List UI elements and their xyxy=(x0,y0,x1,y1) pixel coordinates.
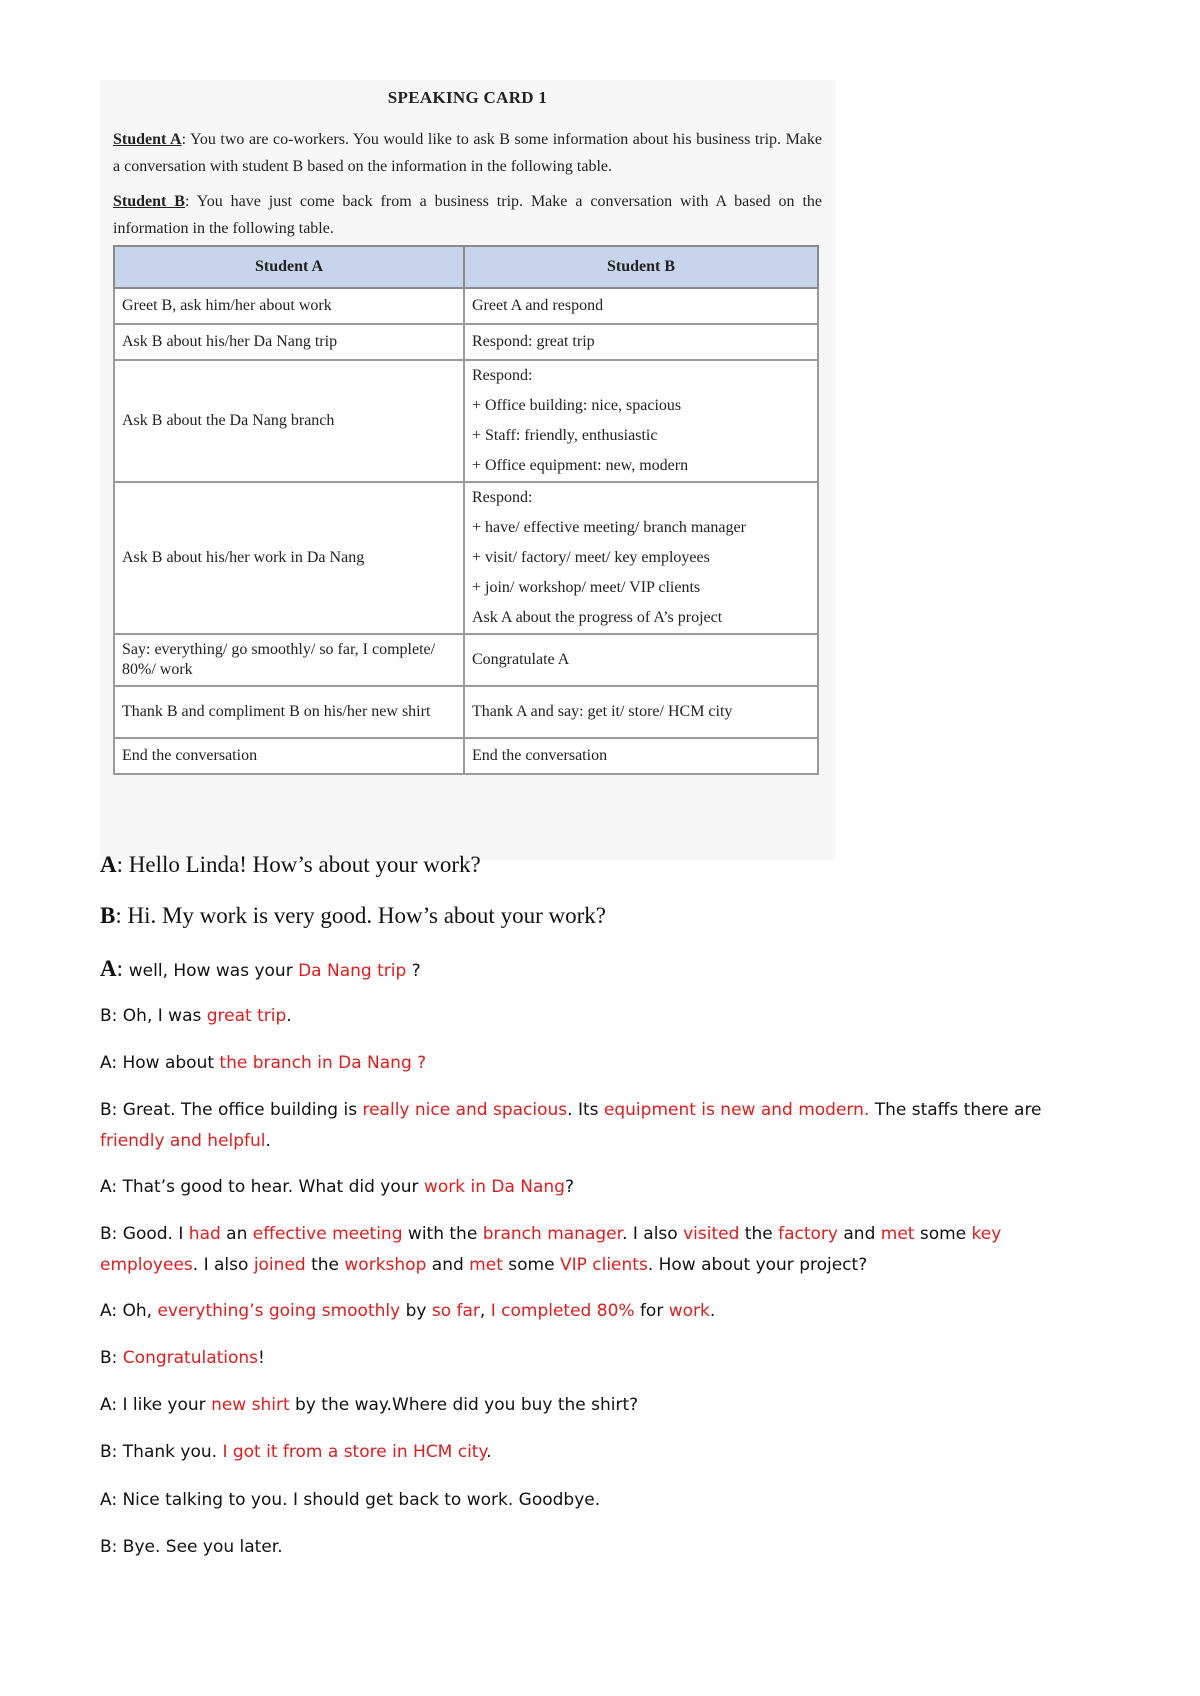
dialogue-line xyxy=(100,953,1080,987)
cell-line: Congratulate A xyxy=(472,651,570,668)
cell-student-a: Say: everything/ go smoothly/ so far, I complete/ 80%/ work xyxy=(114,634,464,686)
table-row xyxy=(114,482,818,634)
cell-line: Ask A about the progress of A’s project xyxy=(472,609,723,626)
highlighted-text: met xyxy=(469,1255,503,1275)
highlighted-text: met xyxy=(880,1224,915,1244)
highlighted-text: new shirt xyxy=(211,1395,290,1415)
dialogue-text: and xyxy=(837,1224,881,1244)
dialogue-line xyxy=(100,1343,1080,1374)
header-student-b: Student B xyxy=(464,246,818,288)
highlighted-text: branch manager xyxy=(482,1224,623,1244)
dialogue-line xyxy=(100,1001,1080,1032)
speaker-label: A xyxy=(100,956,117,981)
dialogue-line xyxy=(100,1048,1080,1079)
dialogue-line xyxy=(100,850,1080,880)
cell-student-b xyxy=(464,686,818,738)
table-row xyxy=(114,738,818,774)
highlighted-text: work xyxy=(668,1301,710,1321)
dialogue-text: B: Great. The office building is xyxy=(100,1100,363,1120)
dialogue-text: . xyxy=(486,1442,492,1462)
cell-line: End the conversation xyxy=(472,747,608,764)
dialogue-text: : xyxy=(116,956,129,981)
dialogue-text: and xyxy=(426,1255,470,1275)
dialogue-text: the xyxy=(739,1224,779,1244)
student-a-label: Student A xyxy=(113,131,182,148)
dialogue-text: B: Thank you. xyxy=(100,1442,223,1462)
dialogue-text: the xyxy=(305,1255,345,1275)
dialogue-text: : Hi. My work is very good. How’s about your work? xyxy=(115,903,606,928)
student-b-label: Student B xyxy=(113,193,185,210)
role-table xyxy=(113,245,819,775)
dialogue-text: B: Bye. See you later. xyxy=(100,1537,283,1557)
dialogue-text: ? xyxy=(564,1177,575,1197)
dialogue-text: A: Oh, xyxy=(100,1301,158,1321)
dialogue-line xyxy=(100,1390,1080,1421)
highlighted-text: visited xyxy=(683,1224,740,1244)
student-a-text: : You two are co-workers. You would like to ask B some information about his business trip. Make a conversation with student B based on the information in the following table. xyxy=(113,131,822,175)
dialogue-line xyxy=(100,1532,1080,1563)
dialogue-text: . I also xyxy=(192,1255,254,1275)
table-row xyxy=(114,634,818,686)
dialogue-text: with the xyxy=(402,1224,483,1244)
cell-student-b xyxy=(464,360,818,482)
dialogue-text: . xyxy=(265,1131,271,1151)
dialogue-line xyxy=(100,1296,1080,1327)
highlighted-text: effective meeting xyxy=(252,1224,403,1244)
speaker-label: B xyxy=(100,903,116,928)
highlighted-text: VIP clients xyxy=(559,1255,648,1275)
cell-line: Greet A and respond xyxy=(472,297,604,314)
cell-line: + Staff: friendly, enthusiastic xyxy=(472,427,658,444)
highlighted-text: equipment is new and modern. xyxy=(603,1100,870,1120)
cell-student-b xyxy=(464,288,818,324)
highlighted-text: I completed 80% xyxy=(490,1301,635,1321)
cell-line: + Office equipment: new, modern xyxy=(472,457,689,474)
highlighted-text: Da Nang trip xyxy=(298,961,407,981)
cell-line: + Office building: nice, spacious xyxy=(472,397,682,414)
dialogue-text: well, How was your xyxy=(128,961,299,981)
cell-line: + join/ workshop/ meet/ VIP clients xyxy=(472,579,701,596)
cell-line: Respond: xyxy=(472,367,533,384)
dialogue-text: by xyxy=(400,1301,432,1321)
dialogue-text: an xyxy=(220,1224,253,1244)
dialogue-text: B: Oh, I was xyxy=(100,1006,207,1026)
student-a-instructions xyxy=(113,126,822,180)
dialogue-line xyxy=(100,1095,1080,1157)
dialogue-text: A: How about xyxy=(100,1053,220,1073)
dialogue-text: A: Nice talking to you. I should get back to work. Goodbye. xyxy=(100,1490,601,1510)
dialogue-line xyxy=(100,901,1080,931)
dialogue-text: ! xyxy=(258,1348,265,1368)
dialogue-text: . Its xyxy=(567,1100,604,1120)
highlighted-text: joined xyxy=(253,1255,306,1275)
dialogue-text: A: I like your xyxy=(100,1395,212,1415)
highlighted-text: I got it from a store in HCM city xyxy=(222,1442,487,1462)
dialogue-text: B: xyxy=(100,1348,123,1368)
dialogue-text: : Hello Linda! How’s about your work? xyxy=(116,852,481,877)
cell-line: Respond: xyxy=(472,489,533,506)
cell-line: + have/ effective meeting/ branch manager xyxy=(472,519,746,536)
cell-student-b xyxy=(464,324,818,360)
dialogue-text: ? xyxy=(406,961,421,981)
dialogue-text: . xyxy=(709,1301,716,1321)
dialogue-line xyxy=(100,1219,1080,1281)
cell-line: Respond: great trip xyxy=(472,333,595,350)
speaking-card-image xyxy=(100,80,835,860)
dialogue-text: some xyxy=(502,1255,560,1275)
cell-line: + visit/ factory/ meet/ key employees xyxy=(472,549,710,566)
highlighted-text: so far xyxy=(431,1301,480,1321)
cell-student-a: Thank B and compliment B on his/her new shirt xyxy=(114,686,464,738)
dialogue-text: by the way.Where did you buy the shirt? xyxy=(289,1395,639,1415)
student-b-instructions xyxy=(113,188,822,242)
dialogue-line xyxy=(100,1485,1080,1516)
dialogue-text: . I also xyxy=(622,1224,684,1244)
card-title: SPEAKING CARD 1 xyxy=(387,88,548,107)
dialogue-text: , xyxy=(479,1301,491,1321)
table-row xyxy=(114,324,818,360)
cell-student-a: Ask B about the Da Nang branch xyxy=(114,360,464,482)
dialogue-text: A: That’s good to hear. What did your xyxy=(100,1177,424,1197)
dialogue-text: . xyxy=(286,1006,292,1026)
speaker-label: A xyxy=(100,852,117,877)
dialogue-line xyxy=(100,1437,1080,1468)
dialogue-text: B: Good. I xyxy=(100,1224,189,1244)
highlighted-text: had xyxy=(188,1224,221,1244)
table-row xyxy=(114,288,818,324)
cell-line: Thank A and say: get it/ store/ HCM city xyxy=(472,703,733,720)
cell-student-a: Ask B about his/her Da Nang trip xyxy=(114,324,464,360)
cell-student-b xyxy=(464,482,818,634)
table-header-row xyxy=(114,246,818,288)
table-row xyxy=(114,360,818,482)
dialogue-line xyxy=(100,1172,1080,1203)
header-student-a: Student A xyxy=(114,246,464,288)
dialogue-text: for xyxy=(634,1301,669,1321)
student-b-text: : You have just come back from a business trip. Make a conversation with A based on the information in the following table. xyxy=(113,193,822,237)
highlighted-text: key employees xyxy=(100,1224,1002,1275)
table-row xyxy=(114,686,818,738)
highlighted-text: everything’s going smoothly xyxy=(157,1301,401,1321)
highlighted-text: factory xyxy=(778,1224,838,1244)
highlighted-text: workshop xyxy=(344,1255,427,1275)
dialogue-text: . How about your project? xyxy=(647,1255,868,1275)
highlighted-text: work in Da Nang xyxy=(423,1177,565,1197)
table-body xyxy=(114,288,818,774)
dialogue-text: The staffs there are xyxy=(869,1100,1042,1120)
highlighted-text: friendly and helpful xyxy=(100,1131,266,1151)
highlighted-text: Congratulations xyxy=(122,1348,259,1368)
cell-student-a: End the conversation xyxy=(114,738,464,774)
dialogue-text: some xyxy=(914,1224,972,1244)
highlighted-text: great trip xyxy=(206,1006,287,1026)
cell-student-b xyxy=(464,634,818,686)
highlighted-text: the branch in Da Nang ? xyxy=(219,1053,427,1073)
cell-student-a: Ask B about his/her work in Da Nang xyxy=(114,482,464,634)
cell-student-b xyxy=(464,738,818,774)
cell-student-a: Greet B, ask him/her about work xyxy=(114,288,464,324)
highlighted-text: really nice and spacious xyxy=(362,1100,568,1120)
